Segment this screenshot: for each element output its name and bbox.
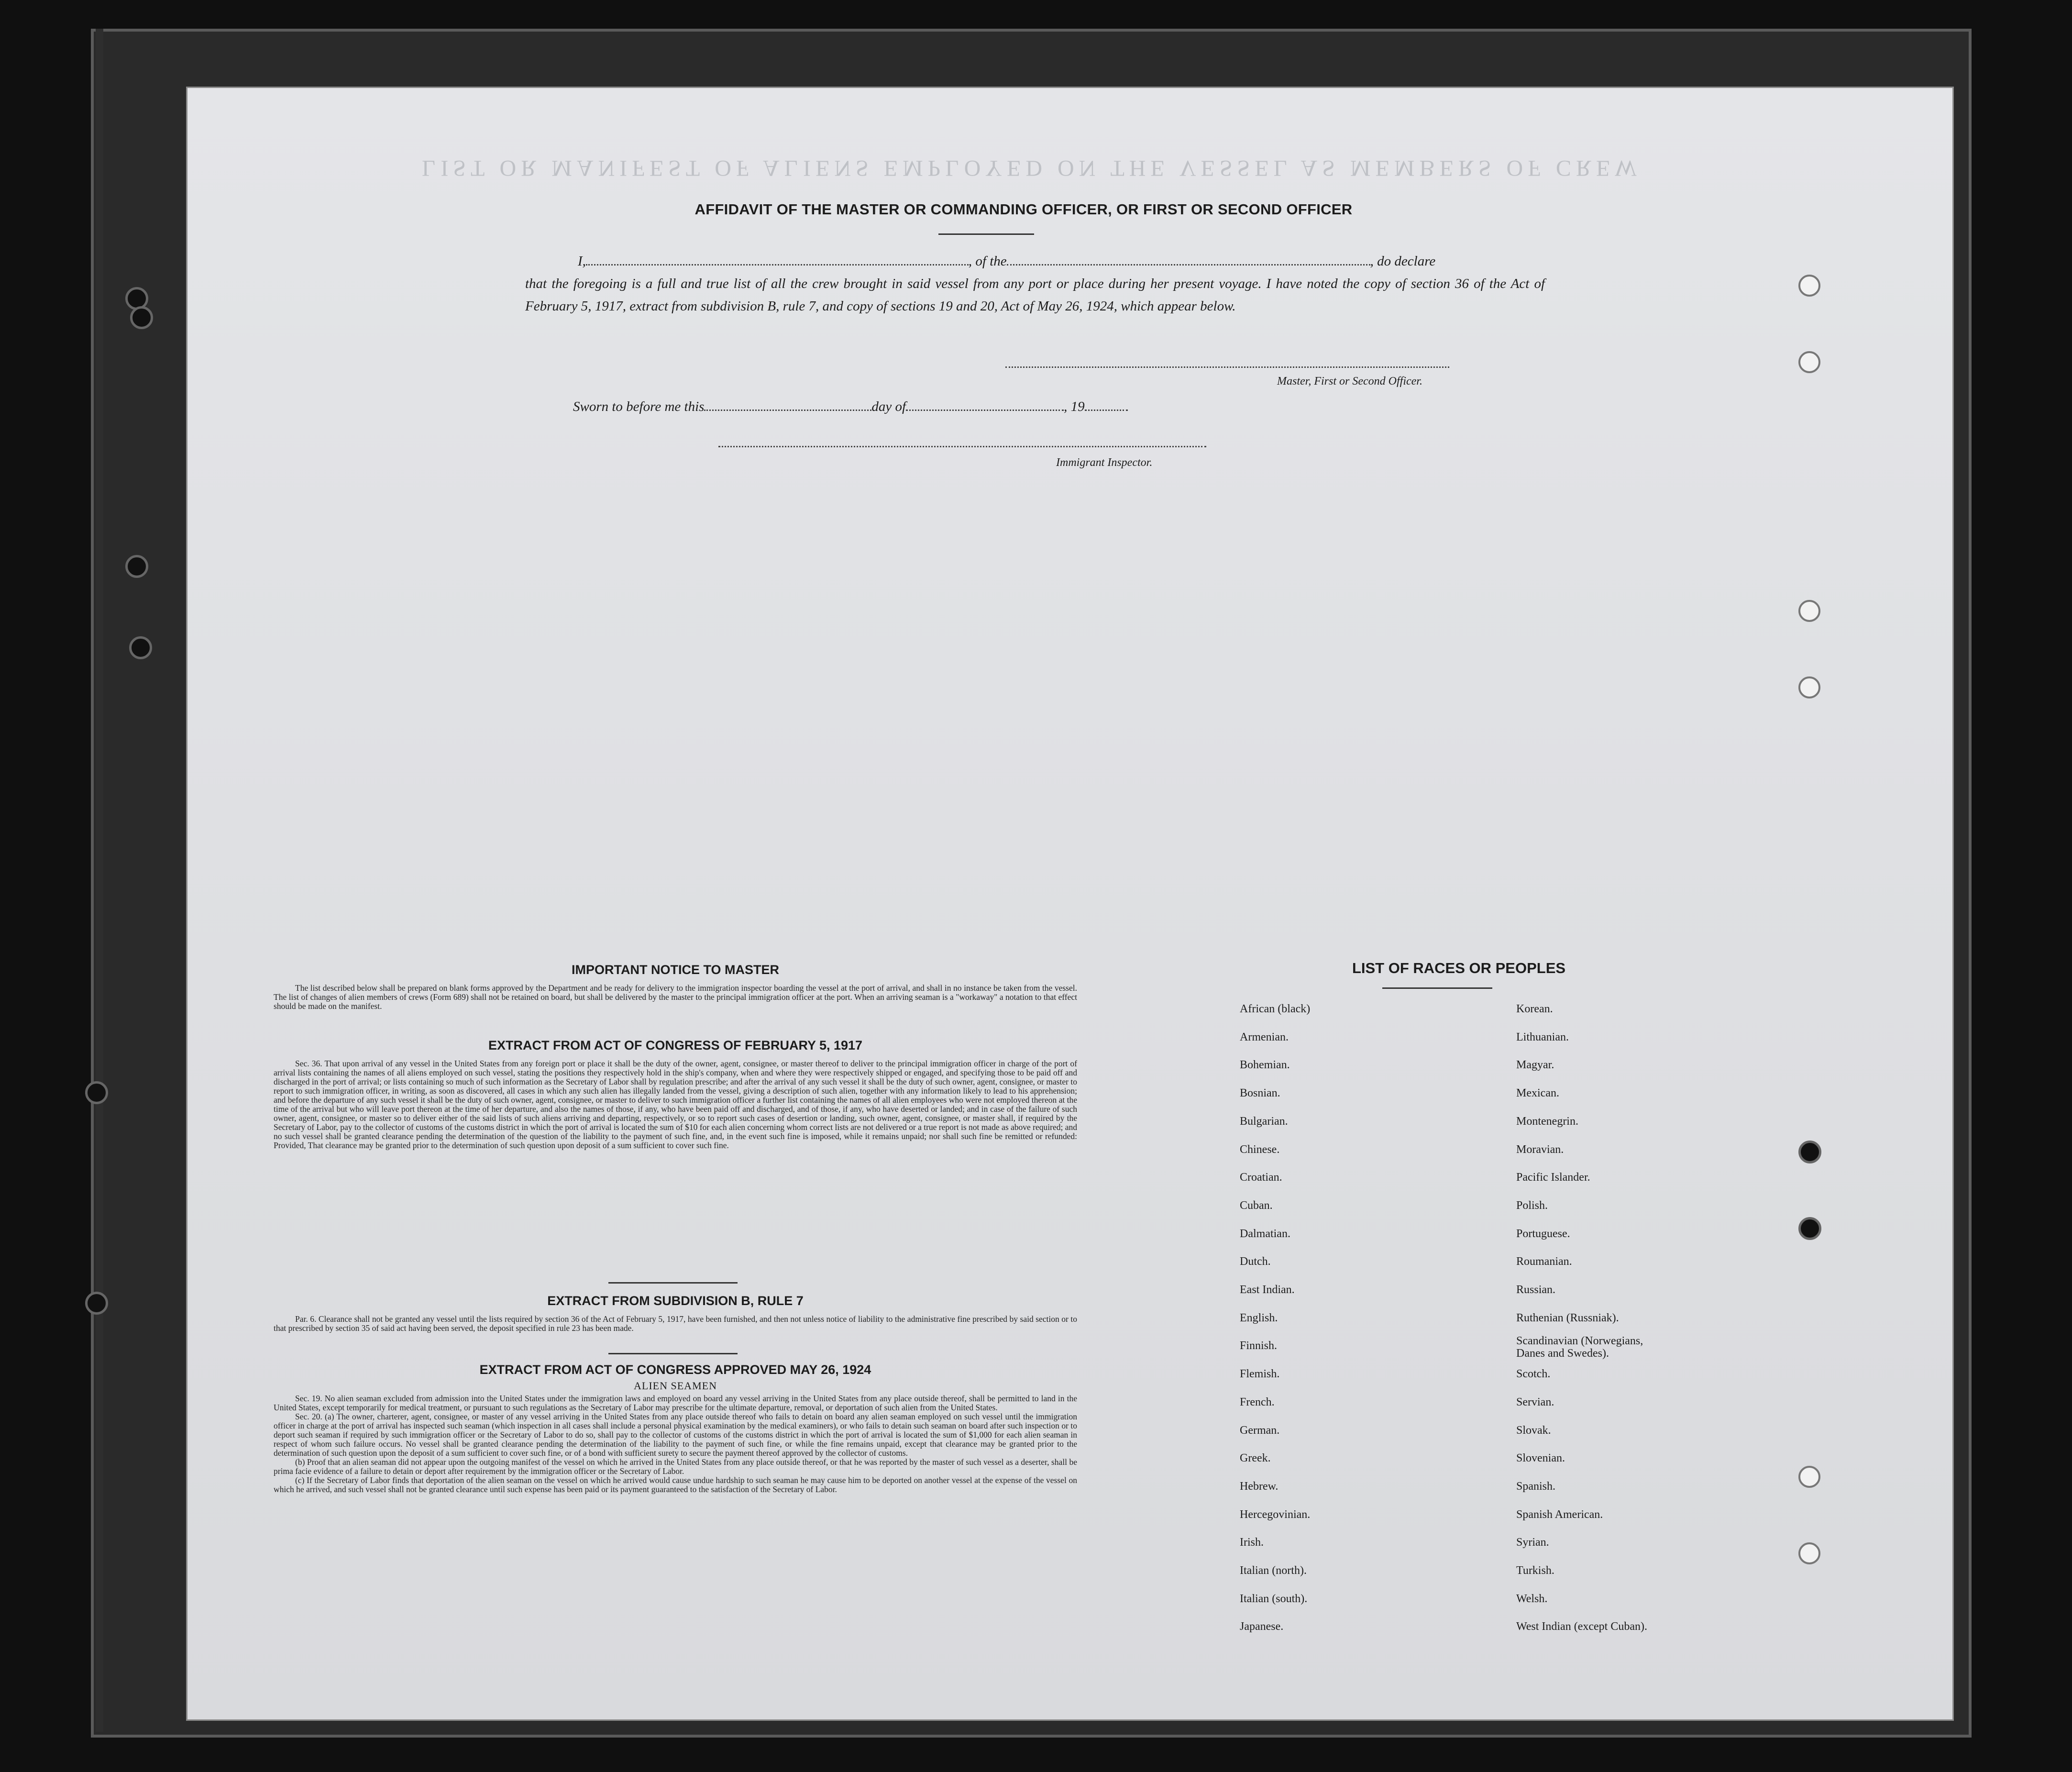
punch-hole [1798, 1466, 1820, 1488]
race-item: Flemish. [1240, 1368, 1280, 1381]
notice-text: The list described below shall be prepared on blank forms approved by the Department and be ready for delivery to the immigration inspector boarding the vessel at the port of arrival, and shall in no instance be taken from the vessel. The list of changes of alien members of crews (Form 689) shall not be retained on board, but shall be delivered by the master to the principal immigration officer at the port. When an arriving seaman is a "workaway" a notation to that effect should be made on the manifest. [274, 983, 1077, 1011]
race-item: Scotch. [1516, 1368, 1551, 1381]
punch-hole [1798, 676, 1820, 698]
binder-hole [129, 636, 152, 659]
race-item: Slovak. [1516, 1424, 1551, 1437]
month-blank [906, 399, 1064, 411]
extract-1917-text: Sec. 36. That upon arrival of any vessel in the United States from any foreign port or place it shall be the duty of the owner, agent, consignee, or master thereof to deliver to the principal immigration officer in charge of the port of arrival lists containing the names of all aliens employed on such vessel, stating the positions they respectively hold in the ship's company, when and where they were respectively shipped or engaged, and specifying those to be paid off and discharged in the port of arrival; or lists containing so much of such information as the Secretary of Labor shall by regulation prescribe; and after the arrival of any such vessel it shall be the duty of such owner, agent, consignee, or master to report to such immigration officer, in writing, as soon as discovered, all cases in which any such alien has illegally landed from the vessel, giving a description of such alien, together with any information likely to lead to his apprehension; and before the departure of any such vessel it shall be the duty of such owner, agent, consignee, or master to deliver to such immigration officer a further list containing the names of all alien employees who were not employed thereon at the time of the arrival but who will leave port thereon at the time of her departure, and also the names of those, if any, who have been paid off and discharged, and of those, if any, who have deserted or landed; and in case of the failure of such owner, agent, consignee, or master so to deliver either of the said lists of such aliens arriving and departing, respectively, or so to report such cases of desertion or landing, such owner, agent, consignee, or master shall, if required by the Secretary of Labor, pay to the collector of customs of the customs district in which the port of arrival is located the sum of $10 for each alien concerning whom correct lists are not delivered or a true report is not made as above required; and no such vessel shall be granted clearance pending the determination of the question of the liability to the payment of such fine, and, in the event such fine is imposed, while it remains unpaid; nor shall such fine be remitted or refunded: Provided, That clearance may be granted prior to the determination of such question upon deposit of a sum sufficient to cover such fine. [274, 1059, 1077, 1150]
race-item: African (black) [1240, 1003, 1311, 1015]
master-caption: Master, First or Second Officer. [1277, 375, 1422, 388]
inspector-signature-line [718, 435, 1206, 447]
race-item: Servian. [1516, 1395, 1554, 1408]
section-divider [608, 1282, 738, 1284]
race-item: Chinese. [1240, 1143, 1280, 1156]
race-item: Spanish. [1516, 1480, 1556, 1493]
sworn-line [573, 399, 1128, 415]
master-signature-line [1005, 356, 1449, 368]
manifest-sheet [187, 88, 1952, 1719]
extract-1924-text [274, 1394, 1077, 1494]
extract-1917-title: EXTRACT FROM ACT OF CONGRESS OF FEBRUARY 5, 1917 [488, 1038, 863, 1052]
extract-1924-title: EXTRACT FROM ACT OF CONGRESS APPROVED MAY 26, 1924 [479, 1362, 871, 1377]
binder-rail [96, 29, 103, 1732]
race-item: French. [1240, 1395, 1275, 1408]
alien-seamen-subtitle: ALIEN SEAMEN [634, 1380, 717, 1392]
bleed-through-header: LIST OR MANIFEST OF ALIENS EMPLOYED ON THE VESSEL AS MEMBERS OF CREW [422, 155, 1642, 181]
race-item: Scandinavian (Norwegians, Danes and Swedes). [1516, 1335, 1643, 1360]
race-item: Lithuanian. [1516, 1030, 1569, 1043]
affidavit-title: AFFIDAVIT OF THE MASTER OR COMMANDING OFFICER, OR FIRST OR SECOND OFFICER [694, 201, 1353, 218]
race-item: Russian. [1516, 1284, 1556, 1296]
notice-title: IMPORTANT NOTICE TO MASTER [572, 963, 779, 977]
race-item: Cuban. [1240, 1199, 1273, 1212]
punch-hole [1798, 600, 1820, 622]
binder-hole [125, 555, 148, 578]
race-item: Syrian. [1516, 1536, 1549, 1549]
binder-hole [130, 306, 153, 329]
race-item: Irish. [1240, 1536, 1264, 1549]
sworn-day-blank [704, 399, 871, 411]
race-item: Moravian. [1516, 1143, 1564, 1156]
race-item: West Indian (except Cuban). [1516, 1620, 1647, 1633]
race-item: Korean. [1516, 1003, 1553, 1015]
race-item: Spanish American. [1516, 1508, 1603, 1521]
punch-hole [1798, 1217, 1821, 1240]
punch-hole [1798, 1141, 1821, 1163]
rule7-title: EXTRACT FROM SUBDIVISION B, RULE 7 [547, 1294, 804, 1308]
race-item: Finnish. [1240, 1340, 1278, 1352]
year-label: , 19 [1064, 399, 1085, 414]
race-item: Magyar. [1516, 1059, 1554, 1072]
punch-hole [1798, 275, 1820, 297]
binder-hole [85, 1081, 108, 1104]
punch-hole [1798, 1542, 1820, 1564]
vessel-blank [1007, 254, 1370, 266]
binder-hole [85, 1292, 108, 1315]
sworn-label: Sworn to before me this [573, 399, 705, 414]
race-item: Dalmatian. [1240, 1227, 1290, 1240]
race-item: Polish. [1516, 1199, 1548, 1212]
race-item: German. [1240, 1424, 1280, 1437]
race-item: Hebrew. [1240, 1480, 1278, 1493]
race-item: Turkish. [1516, 1564, 1554, 1577]
punch-hole [1798, 351, 1820, 373]
race-item: Bosnian. [1240, 1087, 1280, 1100]
sec-20a: Sec. 20. (a) The owner, charterer, agent, consignee, or master of any vessel arriving in the United States from any place outside thereof who fails to detain on board any alien seaman employed on such vessel until the immigration officer in charge at the port of arrival has inspected such seaman (which inspection in all cases shall include a personal physical examination by the medical examiners), or who fails to detain such seaman on board after such inspection or to deport such seaman if required by such immigration officer or the Secretary of Labor to do so, shall pay to the collector of customs of the customs district in which the port of arrival is located the sum of $1,000 for each alien seaman in respect of whom such failure occurs. No vessel shall be granted clearance pending the determination of the liability to the payment of such fine, or while the fine remains unpaid, except that clearance may be granted prior to the determination of such question upon the deposit of a sum sufficient to cover such fine, or of a bond with sufficient surety to secure the payment thereof approved by the collector of customs. [274, 1412, 1077, 1458]
race-item: Japanese. [1240, 1620, 1284, 1633]
rule7-text: Par. 6. Clearance shall not be granted any vessel until the lists required by section 36 of the Act of February 5, 1917, have been furnished, and then not unless notice of liability to the administrative fine prescribed by said section or to that prescribed by section 35 of said act having been served, the deposit specified in rule 23 has been made. [274, 1314, 1077, 1333]
sec-20c: (c) If the Secretary of Labor finds that deportation of the alien seaman on the vessel on which he arrived would cause undue hardship to such seaman he may cause him to be deported on another vessel at the expense of the vessel on which he arrived, and such vessel shall not be granted clearance until such expense has been paid or its payment guaranteed to the satisfaction of the Secretary of Labor. [274, 1475, 1077, 1494]
race-item: English. [1240, 1311, 1278, 1324]
race-item: Greek. [1240, 1452, 1271, 1465]
races-divider [1382, 987, 1492, 989]
race-item: Roumanian. [1516, 1255, 1572, 1268]
section-divider [608, 1353, 738, 1354]
inspector-caption: Immigrant Inspector. [1056, 456, 1153, 469]
race-item: Bulgarian. [1240, 1115, 1288, 1128]
year-blank [1085, 399, 1128, 411]
affidavit-line-1 [578, 254, 1435, 269]
race-item: East Indian. [1240, 1284, 1295, 1296]
name-blank [586, 254, 969, 266]
race-item: Italian (north). [1240, 1564, 1307, 1577]
race-item: Ruthenian (Russniak). [1516, 1311, 1619, 1324]
race-item: Hercegovinian. [1240, 1508, 1311, 1521]
race-item: Italian (south). [1240, 1592, 1308, 1605]
affidavit-paragraph: that the foregoing is a full and true list of all the crew brought in said vessel from any port or place during her present voyage. I have noted the copy of section 36 of the Act of February 5, 1917, extract from subdivision B, rule 7, and copy of sections 19 and 20, Act of May 26, 1924, which appear below. [525, 276, 1545, 314]
sec-20b: (b) Proof that an alien seaman did not appear upon the outgoing manifest of the vessel on which he arrived in the United States from any place outside thereof, or that he was reported by the master of such vessel as a deserter, shall be prima facie evidence of a failure to detain or deport after requirement by the immigration officer or the Secretary of Labor. [274, 1457, 1077, 1476]
race-item: Armenian. [1240, 1030, 1289, 1043]
race-item: Pacific Islander. [1516, 1171, 1590, 1184]
sec-19: Sec. 19. No alien seaman excluded from admission into the United States under the immigration laws and employed on board any vessel arriving in the United States from any place outside thereof, shall be permitted to land in the United States, except temporarily for medical treatment, or pursuant to such regulations as the Secretary of Labor may prescribe for the ultimate departure, removal, or deportation of such alien from the United States. [274, 1394, 1077, 1412]
race-item: Montenegrin. [1516, 1115, 1578, 1128]
affidavit-i: I, [578, 254, 586, 269]
race-item: Dutch. [1240, 1255, 1271, 1268]
race-item: Portuguese. [1516, 1227, 1570, 1240]
affidavit-do-declare: , do declare [1370, 254, 1436, 269]
race-item: Bohemian. [1240, 1059, 1290, 1072]
race-item: Welsh. [1516, 1592, 1548, 1605]
day-of-label: day of [871, 399, 906, 414]
races-title: LIST OF RACES OR PEOPLES [1352, 960, 1566, 976]
race-item: Croatian. [1240, 1171, 1282, 1184]
title-divider [938, 233, 1034, 235]
affidavit-of-the: , of the [968, 254, 1007, 269]
race-item: Mexican. [1516, 1087, 1559, 1100]
race-item: Slovenian. [1516, 1452, 1565, 1465]
